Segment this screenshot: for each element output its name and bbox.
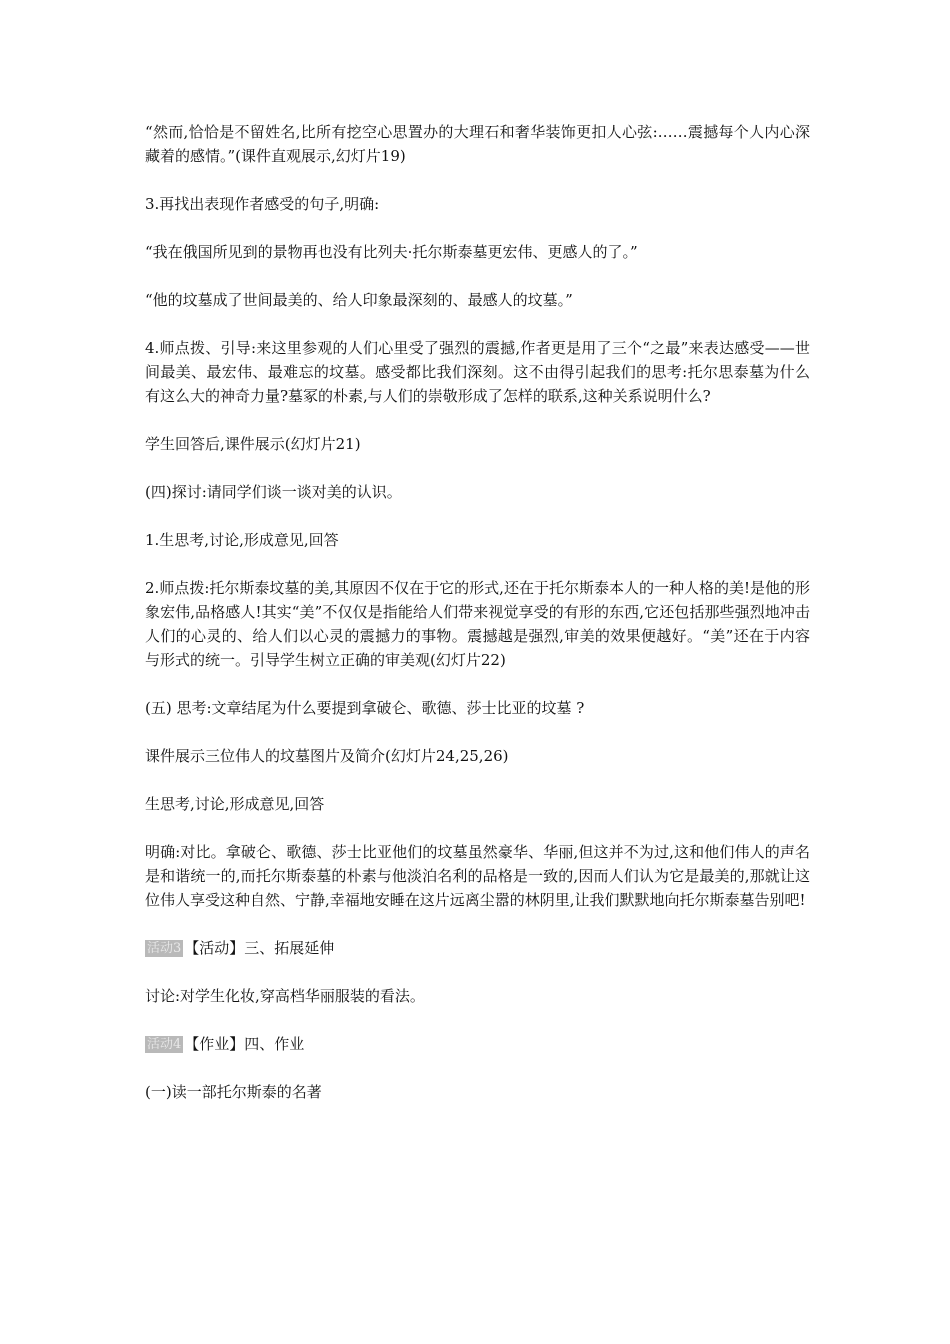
section-heading: (四)探讨:请同学们谈一谈对美的认识。: [145, 483, 402, 501]
step-4-paragraph: 4.师点拨、引导:来这里参观的人们心里受了强烈的震撼,作者更是用了三个“之最”来表达感受——世间最美、最宏伟、最难忘的坟墓。感受都比我们深刻。这不由得引起我们的思考:托尔思泰墓为什么有这么大的神奇力量?墓冢的朴素,与人们的崇敬形成了怎样的联系,这种关系说明什么?: [145, 339, 810, 405]
section-heading: (五) 思考:文章结尾为什么要提到拿破仑、歌德、莎士比亚的坟墓 ?: [145, 699, 585, 717]
step-3-paragraph: 3.再找出表现作者感受的句子,明确:: [145, 195, 380, 213]
quote-paragraph: “然而,恰恰是不留姓名,比所有挖空心思置办的大理石和奢华装饰更扣人心弦:……震撼每个人内心深藏着的感情。”(课件直观展示,幻灯片19): [145, 123, 810, 165]
document-page: [145, 120, 810, 1128]
discussion-paragraph: 讨论:对学生化妆,穿高档华丽服装的看法。: [145, 987, 425, 1005]
activity-4-heading: [145, 1032, 810, 1056]
text-paragraph: 课件展示三位伟人的坟墓图片及简介(幻灯片24,25,26): [145, 747, 509, 765]
activity-3-badge: 活动3: [147, 941, 182, 956]
homework-item: (一)读一部托尔斯泰的名著: [145, 1083, 322, 1101]
quote-paragraph: “他的坟墓成了世间最美的、给人印象最深刻的、最感人的坟墓。”: [145, 291, 573, 309]
step-1-paragraph: 1.生思考,讨论,形成意见,回答: [145, 531, 339, 549]
conclusion-paragraph: 明确:对比。拿破仑、歌德、莎士比亚他们的坟墓虽然豪华、华丽,但这并不为过,这和他们伟人的声名是和谐统一的,而托尔斯泰墓的朴素与他淡泊名利的品格是一致的,因而人们认为它是最美的,那就让这位伟人享受这种自然、宁静,幸福地安睡在这片远离尘嚣的林阴里,让我们默默地向托尔斯泰墓告别吧!: [145, 843, 810, 909]
text-paragraph: 学生回答后,课件展示(幻灯片21): [145, 435, 361, 453]
activity-3-title: 【活动】三、拓展延伸: [184, 939, 335, 957]
text-paragraph: 生思考,讨论,形成意见,回答: [145, 795, 325, 813]
quote-paragraph: “我在俄国所见到的景物再也没有比列夫·托尔斯泰墓更宏伟、更感人的了。”: [145, 243, 638, 261]
activity-4-title: 【作业】四、作业: [184, 1035, 305, 1053]
step-2-paragraph: 2.师点拨:托尔斯泰坟墓的美,其原因不仅在于它的形式,还在于托尔斯泰本人的一种人格的美!是他的形象宏伟,品格感人!其实“美”不仅仅是指能给人们带来视觉享受的有形的东西,它还包括那些强烈地冲击人们的心灵的、给人们以心灵的震撼力的事物。震撼越是强烈,审美的效果便越好。“美”还在于内容与形式的统一。引导学生树立正确的审美观(幻灯片22): [145, 579, 810, 669]
activity-3-heading: [145, 936, 810, 960]
activity-4-badge: 活动4: [147, 1037, 182, 1052]
